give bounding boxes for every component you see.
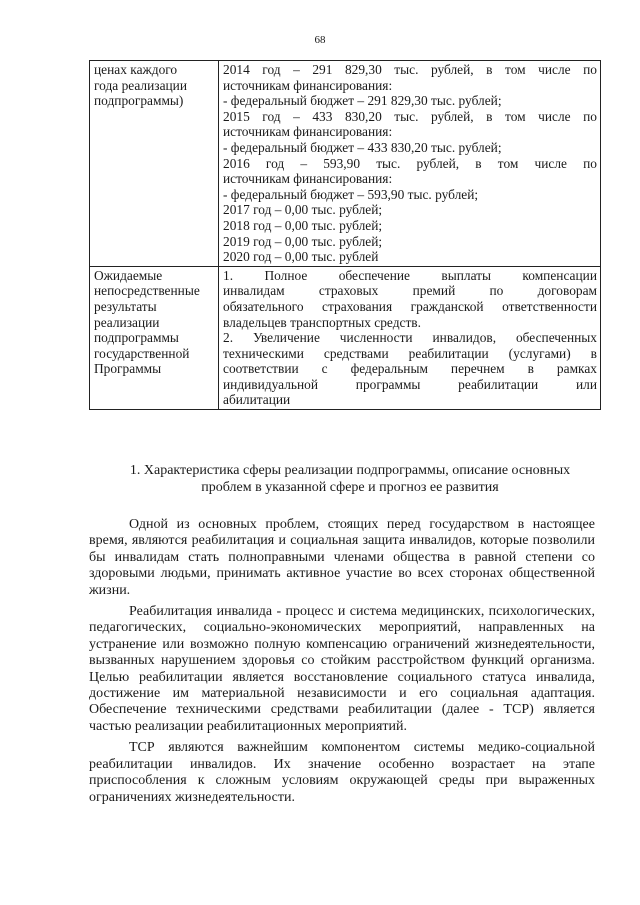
label-line: результаты [94, 298, 157, 314]
table-cell-line: индивидуальной программы реабилитации или [223, 376, 597, 392]
label-line: подпрограммы) [94, 93, 184, 109]
section-heading-line: проблем в указанной сфере и прогноз ее развития [201, 480, 499, 495]
label-line: года реализации [94, 77, 188, 93]
row-value-expected-results [219, 266, 601, 409]
section-heading [104, 462, 596, 496]
label-line: Ожидаемые [94, 267, 163, 283]
paragraph: Одной из основных проблем, стоящих перед государством в настоящее время, являются реабилитация и социальная защита инвалидов, которые позволили бы инвалидам стать полноправными членами общества в равной степени со здоровыми людьми, принимать активное участие во всех сторонах общественной жизни. [89, 517, 595, 598]
subprogram-passport-table [89, 60, 601, 410]
table-cell-line: 2. Увеличение численности инвалидов, обеспеченных [223, 330, 597, 346]
label-line: государственной [94, 345, 190, 361]
row-label-funding [90, 61, 219, 267]
table-cell-line: владельцев транспортных средств. [223, 314, 421, 330]
table-row-funding [90, 61, 601, 267]
paragraph: ТСР являются важнейшим компонентом системы медико-социальной реабилитации инвалидов. Их значение особенно возрастает на этапе приспособления к сложным условиям окружающей среды при выраженных ограничениях жизнедеятельности. [89, 740, 595, 805]
table-cell-line: 1. Полное обеспечение выплаты компенсации [223, 267, 597, 283]
page-number: 68 [314, 34, 326, 46]
table-cell-line: соответствии с федеральным перечнем в рамках [223, 361, 597, 377]
table-cell-line: - федеральный бюджет – 433 830,20 тыс. рублей; [223, 139, 502, 155]
label-line: непосредственные [94, 283, 200, 299]
paragraph: Реабилитация инвалида - процесс и система медицинских, психологических, педагогических, социально-экономических мероприятий, направленных на устранение или возможно полную компенсацию ограничений жизнедеятельности, вызванных нарушением здоровья со стойким расстройством функций организма. Целью реабилитации является восстановление социального статуса инвалида, достижение им материальной независимости и его социальная адаптация. Обеспечение техническими средствами реабилитации (далее - ТСР) является частью реализации реабилитационных мероприятий. [89, 604, 595, 734]
table-cell-line: 2019 год – 0,00 тыс. рублей; [223, 233, 383, 249]
body-text [89, 517, 595, 811]
label-line: Программы [94, 361, 162, 377]
row-label-expected-results [90, 266, 219, 409]
table-cell-line: абилитации [223, 392, 291, 408]
table-cell-line: обязательного страхования гражданской ответственности [223, 298, 597, 314]
table-cell-line: техническими средствами реабилитации (услугами) в [223, 345, 597, 361]
table-cell-line: 2015 год – 433 830,20 тыс. рублей, в том числе по [223, 108, 597, 124]
table-row-expected-results [90, 266, 601, 409]
section-heading-line: 1. Характеристика сферы реализации подпрограммы, описание основных [129, 463, 571, 478]
table-cell-line: источникам финансирования: [223, 124, 393, 140]
label-line: реализации [94, 314, 160, 330]
table-cell-line: источникам финансирования: [223, 77, 393, 93]
row-value-funding [219, 61, 601, 267]
table-cell-line: - федеральный бюджет – 593,90 тыс. рублей; [223, 186, 479, 202]
table-cell-line: - федеральный бюджет – 291 829,30 тыс. рублей; [223, 93, 502, 109]
table-cell-line: 2017 год – 0,00 тыс. рублей; [223, 202, 383, 218]
label-line: подпрограммы [94, 330, 179, 346]
table-cell-line: инвалидам страховых премий по договорам [223, 283, 597, 299]
table-cell-line: 2018 год – 0,00 тыс. рублей; [223, 217, 383, 233]
table-cell-line: 2020 год – 0,00 тыс. рублей [223, 249, 379, 265]
table-cell-line: источникам финансирования: [223, 171, 393, 187]
table-cell-line: 2016 год – 593,90 тыс. рублей, в том числе по [223, 155, 597, 171]
table-cell-line: 2014 год – 291 829,30 тыс. рублей, в том числе по [223, 62, 597, 77]
label-line: ценах каждого [94, 62, 178, 77]
